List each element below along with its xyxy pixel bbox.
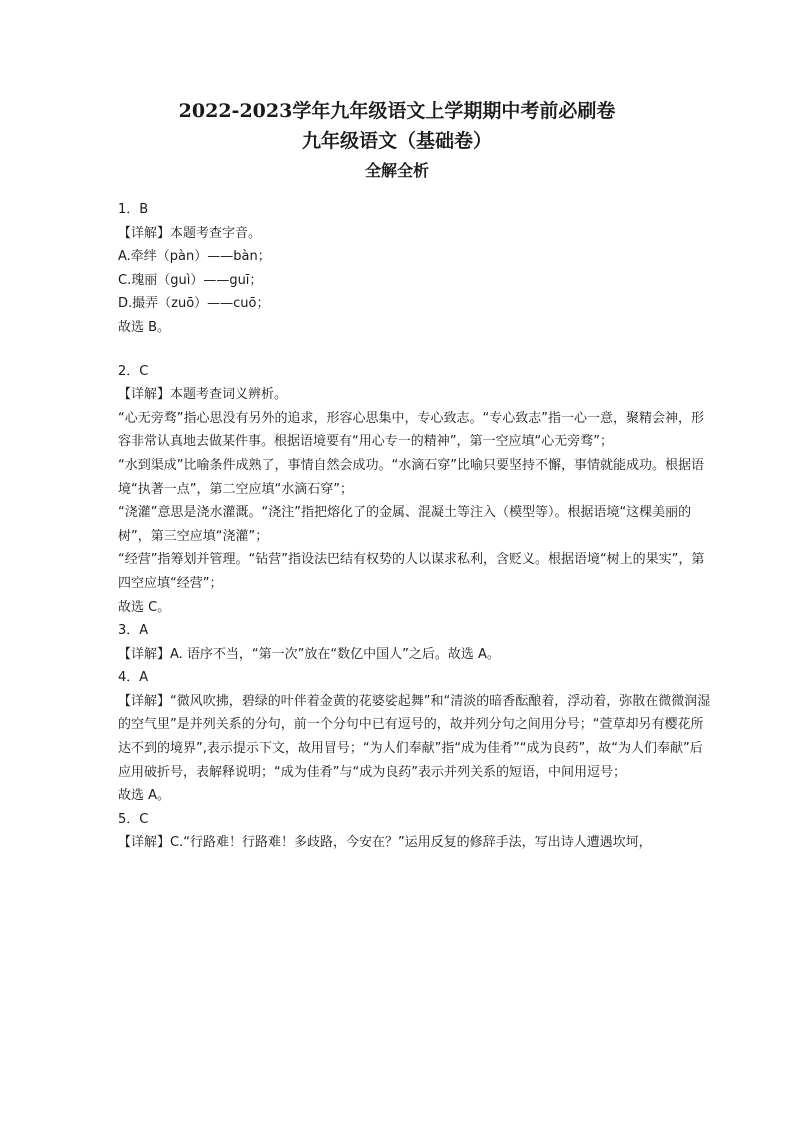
q1-option-c: C.瑰丽（guì）——guī；	[118, 272, 263, 288]
q4-detail: 【详解】“微风吹拂，碧绿的叶伴着金黄的花婆娑起舞”和“清淡的暗香酝酿着，浮动着，弥散在微微润湿的空气里”是并列关系的分句，前一个分句中已有逗号的，故并列分句之间用分号；“萱草却另有樱花所达不到的境界”,表示提示下文，故用冒号；“为人们奉献”指“成为佳肴”“成为良药”，故“为人们奉献”后应用破折号，表解释说明；“成为佳肴”与“成为良药”表示并列关系的短语，中间用逗号；	[118, 693, 711, 780]
document-title: 2022-2023学年九年级语文上学期期中考前必刷卷	[178, 100, 616, 122]
q4-answer: 故选 A。	[118, 788, 171, 804]
section-heading: 全解全析	[364, 161, 429, 180]
q3-detail: 【详解】A. 语序不当，“第一次”放在“数亿中国人”之后。故选 A。	[118, 646, 500, 662]
q4-number: 4．A	[118, 670, 149, 686]
q2-detail: 【详解】本题考查词义辨析。	[118, 387, 288, 403]
document-subtitle: 九年级语文（基础卷）	[301, 130, 492, 152]
q2-number: 2．C	[118, 363, 149, 379]
q2-paragraph-3: “浇灌”意思是浇水灌溉。“浇注”指把熔化了的金属、混凝土等注入（模型等）。根据语境“这棵美丽的树”，第三空应填“浇灌”；	[118, 505, 692, 544]
q1-answer: 故选 B。	[118, 319, 171, 335]
q3-number: 3．A	[118, 623, 149, 639]
q2-answer: 故选 C。	[118, 599, 171, 615]
q1-number: 1．B	[118, 202, 149, 217]
q2-paragraph-2: “水到渠成”比喻条件成熟了，事情自然会成功。“水滴石穿”比喻只要坚持不懈，事情就能成功。根据语境“执著一点”，第二空应填“水滴石穿”；	[118, 457, 704, 497]
q1-detail: 【详解】本题考查字音。	[118, 225, 262, 241]
q5-number: 5．C	[118, 811, 149, 827]
q5-detail: 【详解】C.“行路难！行路难！多歧路，今安在？”运用反复的修辞手法，写出诗人遭遇坎坷，	[118, 835, 652, 851]
q1-option-a: A.牵绊（pàn）——bàn；	[118, 249, 271, 265]
q2-paragraph-4: “经营”指筹划并管理。“钻营”指设法巴结有权势的人以谋求私利，含贬义。根据语境“树上的果实”，第四空应填“经营”；	[118, 552, 705, 591]
q2-paragraph-1: “心无旁骛”指心思没有另外的追求，形容心思集中，专心致志。“专心致志”指一心一意，聚精会神，形容非常认真地去做某件事。根据语境要有“用心专一的精神”，第一空应填“心无旁骛”；	[118, 410, 704, 450]
answer-body	[118, 198, 712, 855]
q1-option-d: D.撮弄（zuō）——cuō；	[118, 296, 270, 312]
